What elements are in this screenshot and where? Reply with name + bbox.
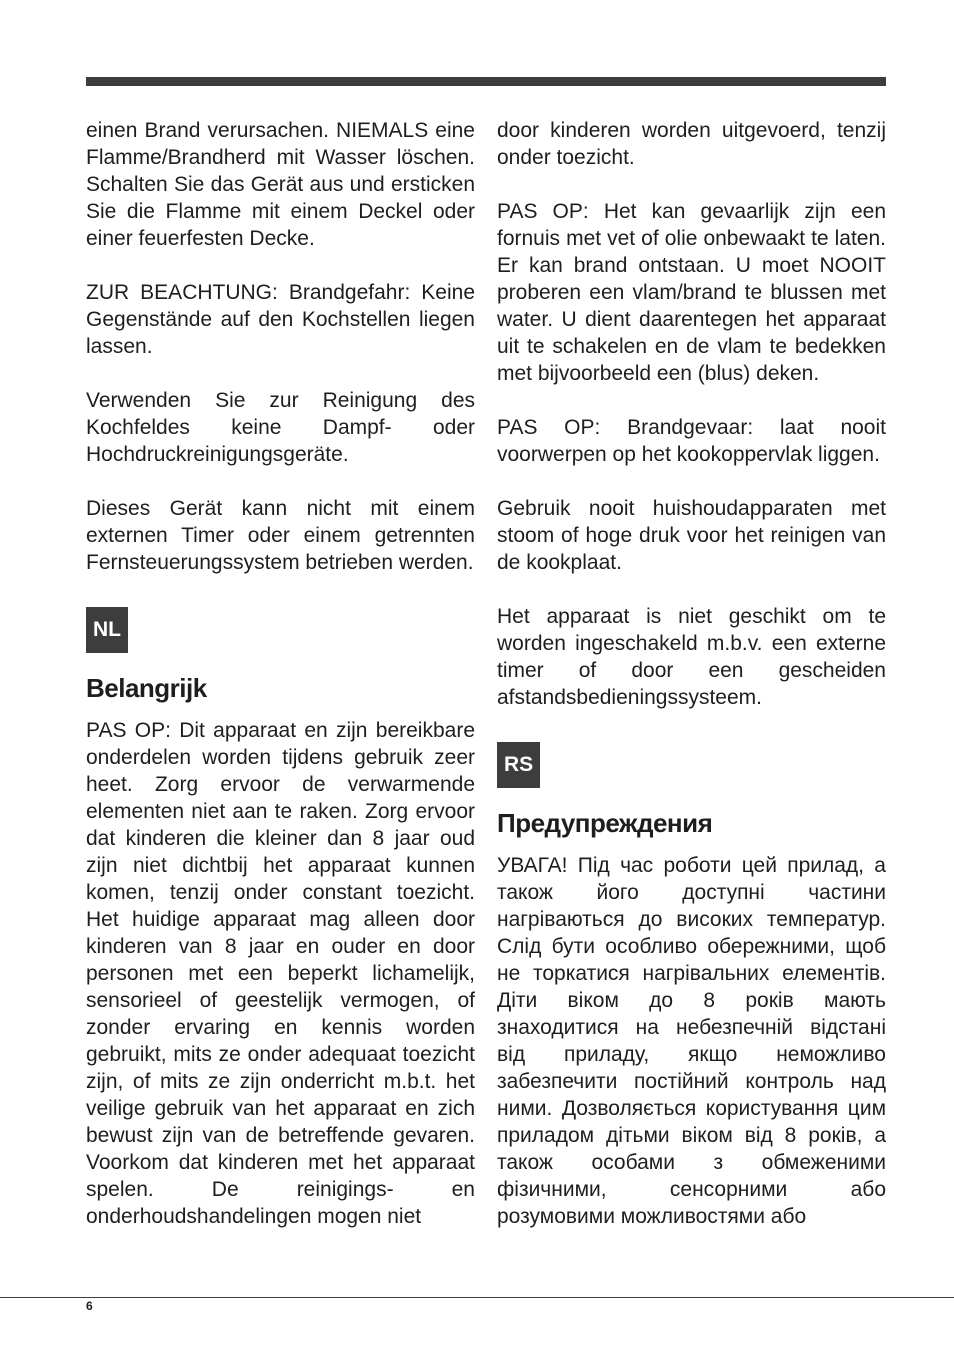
page-number: 6: [86, 1299, 93, 1313]
nl-paragraph-cleaning: Gebruik nooit huishoudapparaten met stoom of hoge druk voor het reinigen van de kookplaat.: [497, 497, 886, 574]
left-column: [86, 117, 475, 1257]
nl-paragraph-fat-oil: PAS OP: Het kan gevaarlijk zijn een fornuis met vet of olie onbewaakt te laten. Er kan brand ontstaan. U moet NOOIT proberen een vlam/brand te blussen met water. U dient daarentegen het apparaat uit te schakelen en de vlam te bedekken met bijvoorbeeld een (blus) deken.: [497, 200, 886, 385]
de-paragraph-cleaning: Verwenden Sie zur Reinigung des Kochfeldes keine Dampf- oder Hochdruckreinigungsgeräte.: [86, 389, 475, 466]
nl-paragraph-fire-hazard: PAS OP: Brandgevaar: laat nooit voorwerpen op het kookoppervlak liggen.: [497, 416, 886, 466]
nl-paragraph-continued: door kinderen worden uitgevoerd, tenzij onder toezicht.: [497, 119, 886, 169]
footer-rule: [0, 1297, 954, 1298]
right-column: [497, 117, 886, 1257]
nl-paragraph-warning: PAS OP: Dit apparaat en zijn bereikbare onderdelen worden tijdens gebruik zeer heet. Zorg ervoor de verwarmende elementen niet aan te raken. Zorg ervoor dat kinderen die kleiner dan 8 jaar oud zijn niet dichtbij het apparaat kunnen komen, tenzij onder constant toezicht. Het huidige apparaat mag alleen door kinderen van 8 jaar en ouder en door personen met een beperkt lichamelijk, sensorieel of geestelijk vermogen, of zonder ervaring en kennis worden gebruikt, mits ze onder adequaat toezicht zijn, of mits ze zijn onderricht m.b.t. het veilige gebruik van het apparaat en zich bewust zijn van de betreffende gevaren. Voorkom dat kinderen met het apparaat spelen. De reinigings- en onderhoudshandelingen mogen niet: [86, 719, 475, 1228]
nl-paragraph-timer: Het apparaat is niet geschikt om te worden ingeschakeld m.b.v. een externe timer of door een gescheiden afstandsbedieningssysteem.: [497, 605, 886, 709]
language-badge-nl: NL: [86, 607, 128, 653]
section-heading-nl: Belangrijk: [86, 673, 207, 703]
section-heading-rs: Предупреждения: [497, 808, 713, 838]
de-paragraph-warning: ZUR BEACHTUNG: Brandgefahr: Keine Gegenstände auf den Kochstellen liegen lassen.: [86, 281, 475, 358]
rs-paragraph-warning: УВАГА! Під час роботи цей прилад, а також його доступні частини нагріваються до високих температур. Слід бути особливо обережними, щоб не торкатися нагрівальних елементів. Діти віком до 8 років мають знаходитися на небезпечній відстані від приладу, якщо неможливо забезпечити постійний контроль над ними. Дозволяється користування цим приладом дітьми віком від 8 років, а також особами з обмеженими фізичними, сенсорними або розумовими можливостями або: [497, 854, 886, 1228]
de-paragraph-fire: einen Brand verursachen. NIEMALS eine Flamme/Brandherd mit Wasser löschen. Schalten Sie das Gerät aus und ersticken Sie die Flamme mit einem Deckel oder einer feuerfesten Decke.: [86, 119, 475, 250]
header-rule: [86, 77, 886, 86]
de-paragraph-timer: Dieses Gerät kann nicht mit einem externen Timer oder einem getrennten Fernsteuerungssystem betrieben werden.: [86, 497, 475, 574]
language-badge-rs: RS: [497, 742, 540, 788]
